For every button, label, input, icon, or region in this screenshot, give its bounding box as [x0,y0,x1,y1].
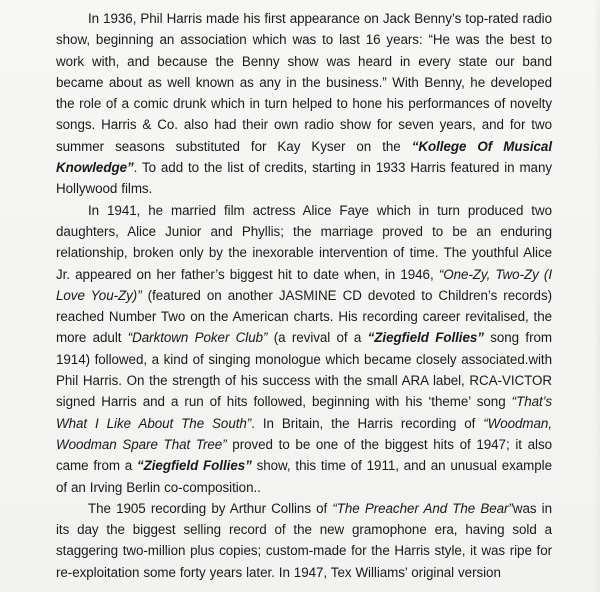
text-run-bold-italic: “Kollege Of Musical Knowledge” [56,138,552,176]
text-run: . In Britain, the Harris recording of [251,415,484,431]
text-run: . To add to the list of credits, starting in 1933 Harris featured in many Hollywood films. [56,160,552,197]
text-run-italic: “Darktown Poker Club” [127,330,268,346]
text-run-italic: “One-Zy, Two-Zy (I Love You-Zy)” [56,266,552,303]
text-run-bold-italic: “Ziegfield Follies” [136,458,252,474]
text-run-italic: “Woodman, Woodman Spare That Tree” [56,415,552,452]
text-run: (a revival of a [267,330,368,346]
text-run-bold-italic: “Ziegfield Follies” [367,330,484,346]
text-run: was in its day the biggest selling record of the new gramophone era, having sold a staggering two-million plus copies; custom-made for the Harris style, it was ripe for re-exploitation some forty years later. In 1947, Tex Williams’ original version [56,500,552,580]
paragraph-3 [56,498,552,583]
text-run: proved to be one of the biggest hits of 1947; it also came from a [56,436,552,474]
text-run-italic: “That’s What I Like About The South” [56,394,552,431]
text-run: (featured on another JASMINE CD devoted to Children’s records) reached Number Two on the American charts. His recording career revitalised, the more adult [56,287,552,346]
text-run: show, this time of 1911, and an unusual example of an Irving Berlin co-composition.. [56,458,552,495]
text-run: In 1941, he married film actress Alice Faye which in turn produced two daughters, Alice Junior and Phyllis; the marriage proved to be an enduring relationship, broken only by the inexorable intervention of time. The youthful Alice Jr. appeared on her father’s biggest hit to date when, in 1946, [56,202,552,282]
text-run: In 1936, Phil Harris made his first appearance on Jack Benny’s top-rated radio show, beginning an association which was to last 16 years: “He was the best to work with, and because the Benny show was heard in every state our band became about as well known as any in the business.” With Benny, he developed the role of a comic drunk which in turn helped to hone his performances of novelty songs. Harris & Co. also had their own radio show for seven years, and for two summer seasons substituted for Kay Kyser on the [56,11,552,154]
paragraph-1 [56,8,552,200]
text-run: The 1905 recording by Arthur Collins of [88,500,333,516]
text-run-italic: “The Preacher And The Bear” [332,500,513,516]
text-run: song from 1914) followed, a kind of singing monologue which became closely associated.with Phil Harris. On the strength of his success with the small ARA label, RCA-VICTOR signed Harris and a run of hits followed, beginning with his ‘theme’ song [56,330,552,410]
paragraph-2 [56,200,552,498]
page-edge-shadow [594,0,600,592]
